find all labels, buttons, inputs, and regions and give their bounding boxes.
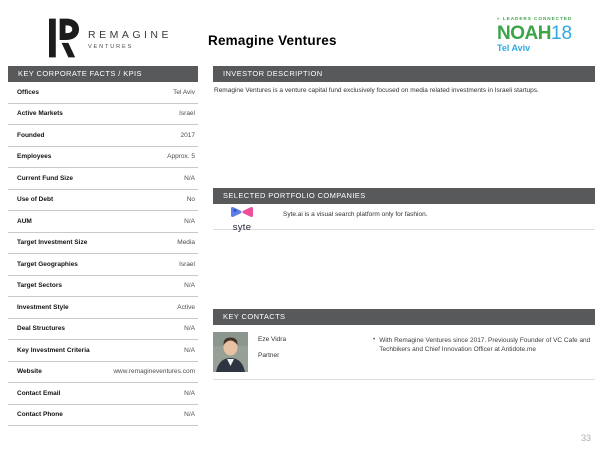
brand-text: [88, 29, 172, 50]
remagine-r-icon: [49, 18, 80, 58]
contact-title: Partner: [258, 352, 280, 359]
key-corporate-facts-section: [8, 66, 198, 426]
syte-logo-name: syte: [232, 222, 252, 233]
contact-row: [213, 325, 595, 380]
fact-row: [8, 254, 198, 276]
fact-row: [8, 104, 198, 126]
fact-value: www.remagineventures.com: [113, 368, 195, 376]
fact-value: Approx. 5: [167, 153, 195, 161]
noah-year: 18: [550, 22, 573, 44]
facts-table: [8, 82, 198, 426]
fact-row: [8, 82, 198, 104]
contact-bio: [373, 336, 598, 355]
fact-row: [8, 190, 198, 212]
fact-value: N/A: [184, 325, 195, 333]
section-header-description: INVESTOR DESCRIPTION: [213, 66, 595, 82]
noah-conference-logo: [497, 17, 572, 53]
contact-identity: [258, 336, 286, 359]
bullet-icon: •: [373, 336, 376, 343]
fact-label: AUM: [17, 217, 32, 225]
fact-row: [8, 383, 198, 405]
fact-row: [8, 340, 198, 362]
noah-name: NOAH: [497, 22, 551, 44]
fact-label: Target Sectors: [17, 282, 63, 290]
fact-label: Contact Email: [17, 389, 61, 397]
fact-row: [8, 233, 198, 255]
fact-row: [8, 211, 198, 233]
fact-label: Founded: [17, 131, 45, 139]
fact-row: [8, 125, 198, 147]
fact-label: Current Fund Size: [17, 174, 73, 182]
remagine-logo: [49, 18, 172, 58]
fact-row: [8, 147, 198, 169]
fact-label: Target Investment Size: [17, 239, 88, 247]
fact-value: N/A: [184, 346, 195, 354]
noah-wordmark: [497, 24, 572, 43]
fact-value: Active: [177, 303, 195, 311]
fact-value: N/A: [184, 282, 195, 290]
fact-value: Israel: [179, 110, 195, 118]
fact-label: Investment Style: [17, 303, 69, 311]
fact-row: [8, 362, 198, 384]
section-header-portfolio: SELECTED PORTFOLIO COMPANIES: [213, 188, 595, 204]
fact-row: [8, 168, 198, 190]
noah-city: Tel Aviv: [497, 42, 531, 53]
contact-bio-text: With Remagine Ventures since 2017. Previously Founder of VC Cafe and Techbikers and Chief Innovation Officer at Antidote.me: [379, 337, 591, 354]
portfolio-company-row: [213, 204, 595, 233]
fact-row: [8, 276, 198, 298]
fact-label: Use of Debt: [17, 196, 54, 204]
fact-value: No: [186, 196, 195, 204]
investor-description-text: Remagine Ventures is a venture capital fund exclusively focused on media related investments in Israeli startups.: [214, 87, 539, 94]
brand-subtitle: VENTURES: [88, 43, 134, 50]
fact-value: Tel Aviv: [173, 88, 195, 96]
page-number: 33: [580, 433, 591, 443]
fact-label: Deal Structures: [17, 325, 66, 333]
key-contacts-section: [213, 309, 595, 380]
fact-label: Employees: [17, 153, 52, 161]
fact-value: N/A: [184, 174, 195, 182]
fact-label: Target Geographies: [17, 260, 78, 268]
section-header-facts: KEY CORPORATE FACTS / KPIS: [8, 66, 198, 82]
fact-row: [8, 319, 198, 341]
fact-label: Website: [17, 368, 42, 376]
fact-value: 2017: [180, 131, 195, 139]
fact-label: Contact Phone: [17, 411, 63, 419]
brand-name: REMAGINE: [88, 29, 173, 41]
fact-value: N/A: [184, 411, 195, 419]
fact-value: Media: [177, 239, 195, 247]
section-header-contacts: KEY CONTACTS: [213, 309, 595, 325]
fact-value: N/A: [184, 217, 195, 225]
fact-value: N/A: [184, 389, 195, 397]
syte-bowtie-icon: [230, 206, 254, 218]
fact-label: Offices: [17, 88, 40, 96]
contact-photo: [213, 332, 248, 372]
portfolio-company-description: Syte.ai is a visual search platform only for fashion.: [283, 211, 428, 218]
fact-row: [8, 297, 198, 319]
syte-logo: [225, 205, 259, 233]
noah-tagline: » LEADERS CONNECTED: [497, 16, 573, 21]
fact-label: Key Investment Criteria: [17, 346, 90, 354]
investor-description-section: [213, 66, 595, 96]
contact-name: Eze Vidra: [258, 336, 287, 343]
fact-value: Israel: [179, 260, 195, 268]
page-title: Remagine Ventures: [208, 33, 337, 48]
portfolio-section: [213, 188, 595, 233]
fact-label: Active Markets: [17, 110, 63, 118]
fact-row: [8, 405, 198, 427]
